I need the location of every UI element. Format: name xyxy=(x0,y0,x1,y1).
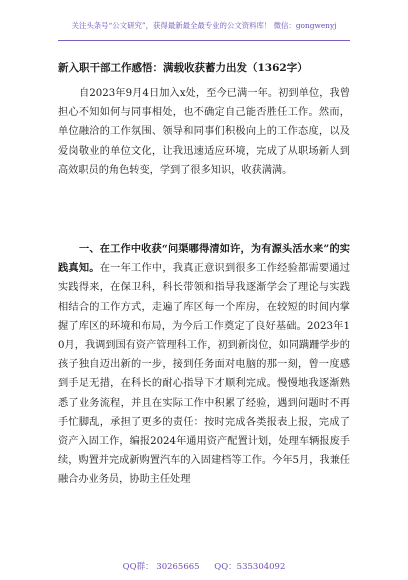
section-1-heading: 一、在工作中收获“问渠哪得清如许，为有源头活水来”的实践真知。 xyxy=(58,243,350,275)
footer-qq: QQ：535304092 xyxy=(214,562,286,572)
footer xyxy=(0,560,408,572)
header-banner: 关注头条号“公文研究”，获得最新最全最专业的公文资料库！ 微信：gongwenyj xyxy=(71,21,337,30)
intro-paragraph: 自2023年9月4日加入x处，至今已满一年。初到单位，我曾担心不知如何与同事相处，也不确定自己能否胜任工作。然而，单位融洽的工作氛围、领导和同事们积极向上的工作态度，以及爱岗敬业的单位文化，让我迅速适应环境，完成了从职场新人到高效职员的角色转变，学到了很多知识，收获满满。 xyxy=(58,88,350,176)
section-1-body: 在一年工作中，我真正意识到很多工作经验都需要通过实践得来，在保卫科，科长带领和指导我逐渐学会了理论与实践相结合的工作方式，走遍了库区每一个库房，在较短的时间内掌握了库区的环境和布局，为今后工作奠定了良好基础。2023年10月，我调到国有资产管理科工作，初到新岗位，如同蹒跚学步的孩子独自迈出新的一步，接到任务面对电脑的那一刻，曾一度感到手足无措，在科长的耐心指导下才顺利完成。慢慢地我逐渐熟悉了业务流程，并且在实际工作中积累了经验，遇到问题时不再手忙脚乱，承担了更多的责任：按时完成各类报表上报，完成了资产入固工作，编报2024年通用资产配置计划，处理车辆报废手续，购置并完成新购置汽车的入固建档等工作。今年5月，我兼任融合办业务员，协助主任处理 xyxy=(58,263,350,486)
header-divider xyxy=(58,40,350,41)
footer-qq-group: QQ群： 30265665 xyxy=(122,562,200,572)
section-1-paragraph xyxy=(58,240,350,490)
document-title: 新入职干部工作感悟：满载收获蓄力出发（1362字） xyxy=(58,62,308,74)
